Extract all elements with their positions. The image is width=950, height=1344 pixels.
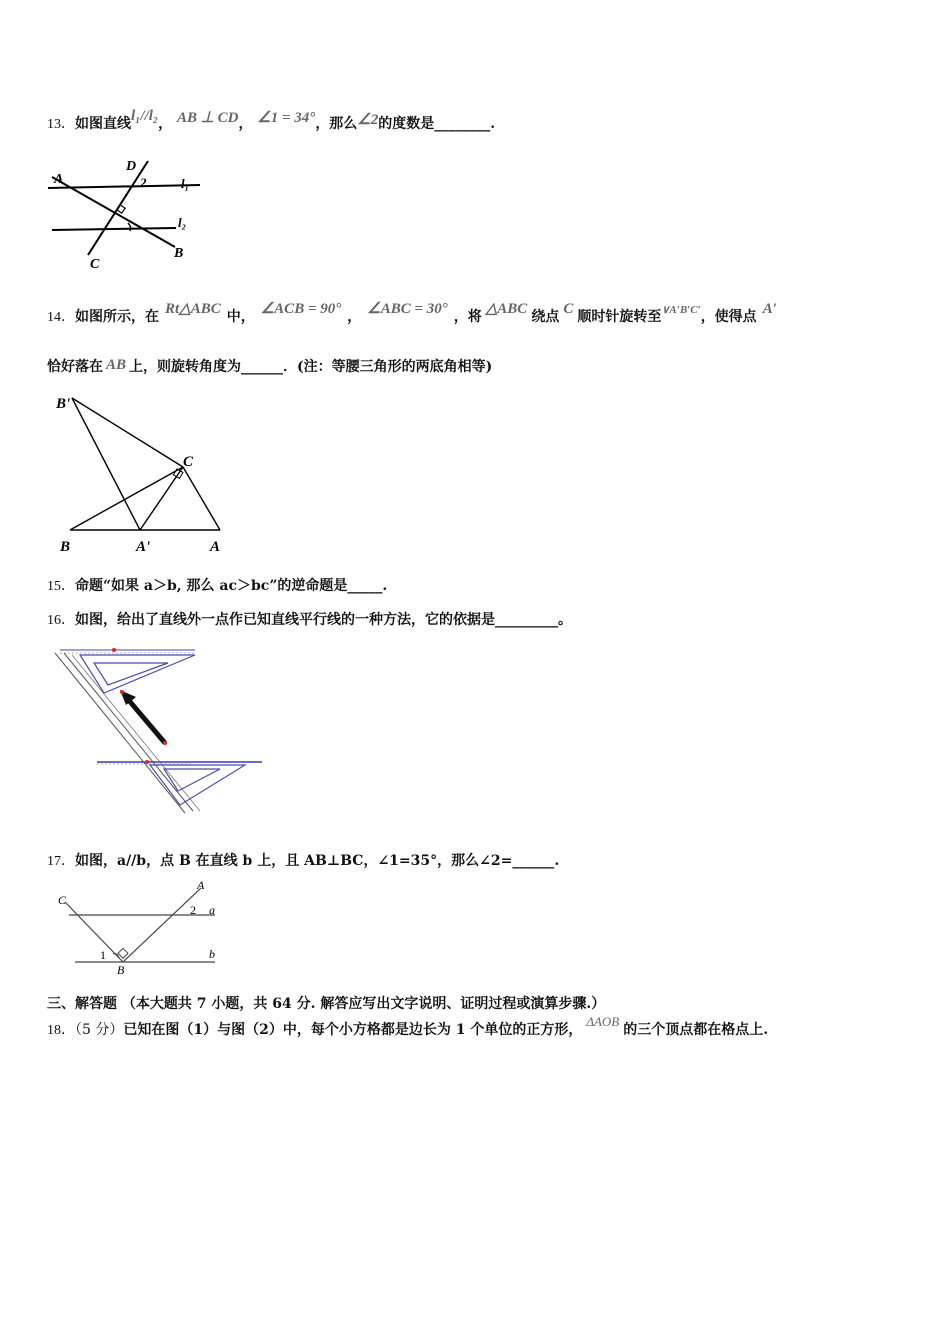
question-text: 上，则旋转角度为 bbox=[129, 359, 242, 375]
question-number: 13． bbox=[47, 117, 75, 132]
question-text: 绕点 bbox=[531, 309, 560, 325]
label-A: A bbox=[210, 539, 221, 555]
math-rotated-triangle: ∨A′B′C′ bbox=[661, 304, 701, 316]
math-angle-2: ∠2 bbox=[357, 112, 379, 128]
label-C: C bbox=[90, 257, 100, 272]
question-number: 16． bbox=[47, 613, 75, 628]
question-text: 恰好落在 bbox=[47, 359, 103, 375]
section-3-header bbox=[47, 994, 605, 1014]
question-number: 15． bbox=[47, 579, 75, 594]
label-b: b bbox=[209, 947, 215, 961]
answer-blank: ______ bbox=[512, 853, 555, 869]
math-segment-ab: AB bbox=[106, 357, 127, 373]
label-a: a bbox=[209, 903, 215, 917]
question-text: 的度数是 bbox=[378, 116, 435, 132]
figure-q14 bbox=[50, 390, 240, 560]
answer-blank: ________ bbox=[434, 116, 491, 132]
question-text: ，将 bbox=[453, 309, 482, 325]
period: 。 bbox=[558, 612, 572, 628]
figure-q17 bbox=[55, 880, 225, 975]
question-text: 的三个顶点都在格点上. bbox=[623, 1022, 769, 1038]
label-A: A bbox=[197, 878, 205, 892]
math-angle-acb: ∠ACB = 90° bbox=[260, 301, 342, 317]
label-angle-2: 2 bbox=[140, 175, 147, 190]
label-angle-1: 1 bbox=[100, 948, 106, 962]
label-B: B bbox=[174, 246, 184, 261]
label-angle-2: 2 bbox=[190, 903, 196, 917]
math-rt-triangle: Rt△ABC bbox=[165, 301, 221, 317]
question-text: 顺时针旋转至 bbox=[577, 309, 662, 325]
question-text: 命题“如果 a＞b, 那么 ac＞bc”的逆命题是 bbox=[75, 578, 348, 594]
question-text: 如图，给出了直线外一点作已知直线平行线的一种方法，它的依据是 bbox=[75, 612, 495, 628]
period: . bbox=[382, 578, 388, 594]
label-B: B bbox=[60, 539, 71, 555]
math-point-a-prime: A′ bbox=[762, 301, 777, 317]
label-B-prime: B' bbox=[56, 396, 71, 412]
question-text: ，那么 bbox=[315, 116, 358, 132]
question-text: 中， bbox=[226, 309, 255, 325]
label-C: C bbox=[58, 893, 67, 907]
question-text: ，使得点 bbox=[700, 309, 757, 325]
question-13 bbox=[47, 108, 496, 135]
answer-blank: ______ bbox=[241, 359, 284, 375]
period: . bbox=[554, 853, 560, 869]
question-number: 14． bbox=[47, 310, 75, 325]
figure-q16 bbox=[50, 645, 270, 820]
math-triangle: △ABC bbox=[485, 301, 528, 317]
label-D: D bbox=[126, 159, 137, 174]
label-A: A bbox=[54, 172, 64, 187]
question-text: 如图直线 bbox=[75, 116, 131, 132]
question-18 bbox=[47, 1014, 769, 1041]
question-text: 已知在图（1）与图（2）中，每个小方格都是边长为 1 个单位的正方形， bbox=[123, 1022, 583, 1038]
math-perpendicular: AB ⊥ CD bbox=[177, 110, 239, 126]
math-parallel: l₁//l₂ bbox=[131, 108, 159, 124]
question-15 bbox=[47, 576, 387, 597]
label-B: B bbox=[117, 963, 125, 977]
label-l1: l₁ bbox=[181, 176, 190, 191]
section-title: 三、解答题 bbox=[47, 996, 117, 1012]
question-17 bbox=[47, 851, 559, 872]
section-description: （本大题共 7 小题，共 64 分. 解答应写出文字说明、证明过程或演算步骤.） bbox=[121, 996, 606, 1012]
question-text: 如图，a//b，点 B 在直线 b 上，且 AB⊥BC，∠1=35°，那么∠2= bbox=[75, 853, 513, 869]
math-triangle-aob: ΔAOB bbox=[586, 1014, 620, 1029]
math-angle-abc: ∠ABC = 30° bbox=[367, 301, 448, 317]
question-number: 18． bbox=[47, 1023, 75, 1038]
question-14 bbox=[47, 301, 907, 328]
question-number: 17． bbox=[47, 854, 75, 869]
question-note: ．(注：等腰三角形的两底角相等) bbox=[283, 359, 493, 375]
question-14-line-2 bbox=[47, 357, 492, 377]
separator: ， bbox=[238, 116, 253, 132]
question-score: （5 分） bbox=[75, 1022, 124, 1038]
label-A-prime: A' bbox=[136, 539, 151, 555]
separator: ， bbox=[158, 116, 173, 132]
math-angle-1: ∠1 = 34° bbox=[257, 110, 316, 126]
period: . bbox=[490, 116, 496, 132]
question-16 bbox=[47, 610, 572, 631]
answer-blank: _________ bbox=[495, 612, 558, 628]
label-l2: l₂ bbox=[178, 215, 187, 230]
figure-q13 bbox=[40, 155, 210, 270]
math-point-c: C bbox=[563, 301, 574, 317]
question-text: 如图所示，在 bbox=[75, 309, 159, 325]
answer-blank: _____ bbox=[347, 578, 383, 594]
label-C: C bbox=[183, 454, 194, 470]
separator: ， bbox=[347, 309, 362, 325]
